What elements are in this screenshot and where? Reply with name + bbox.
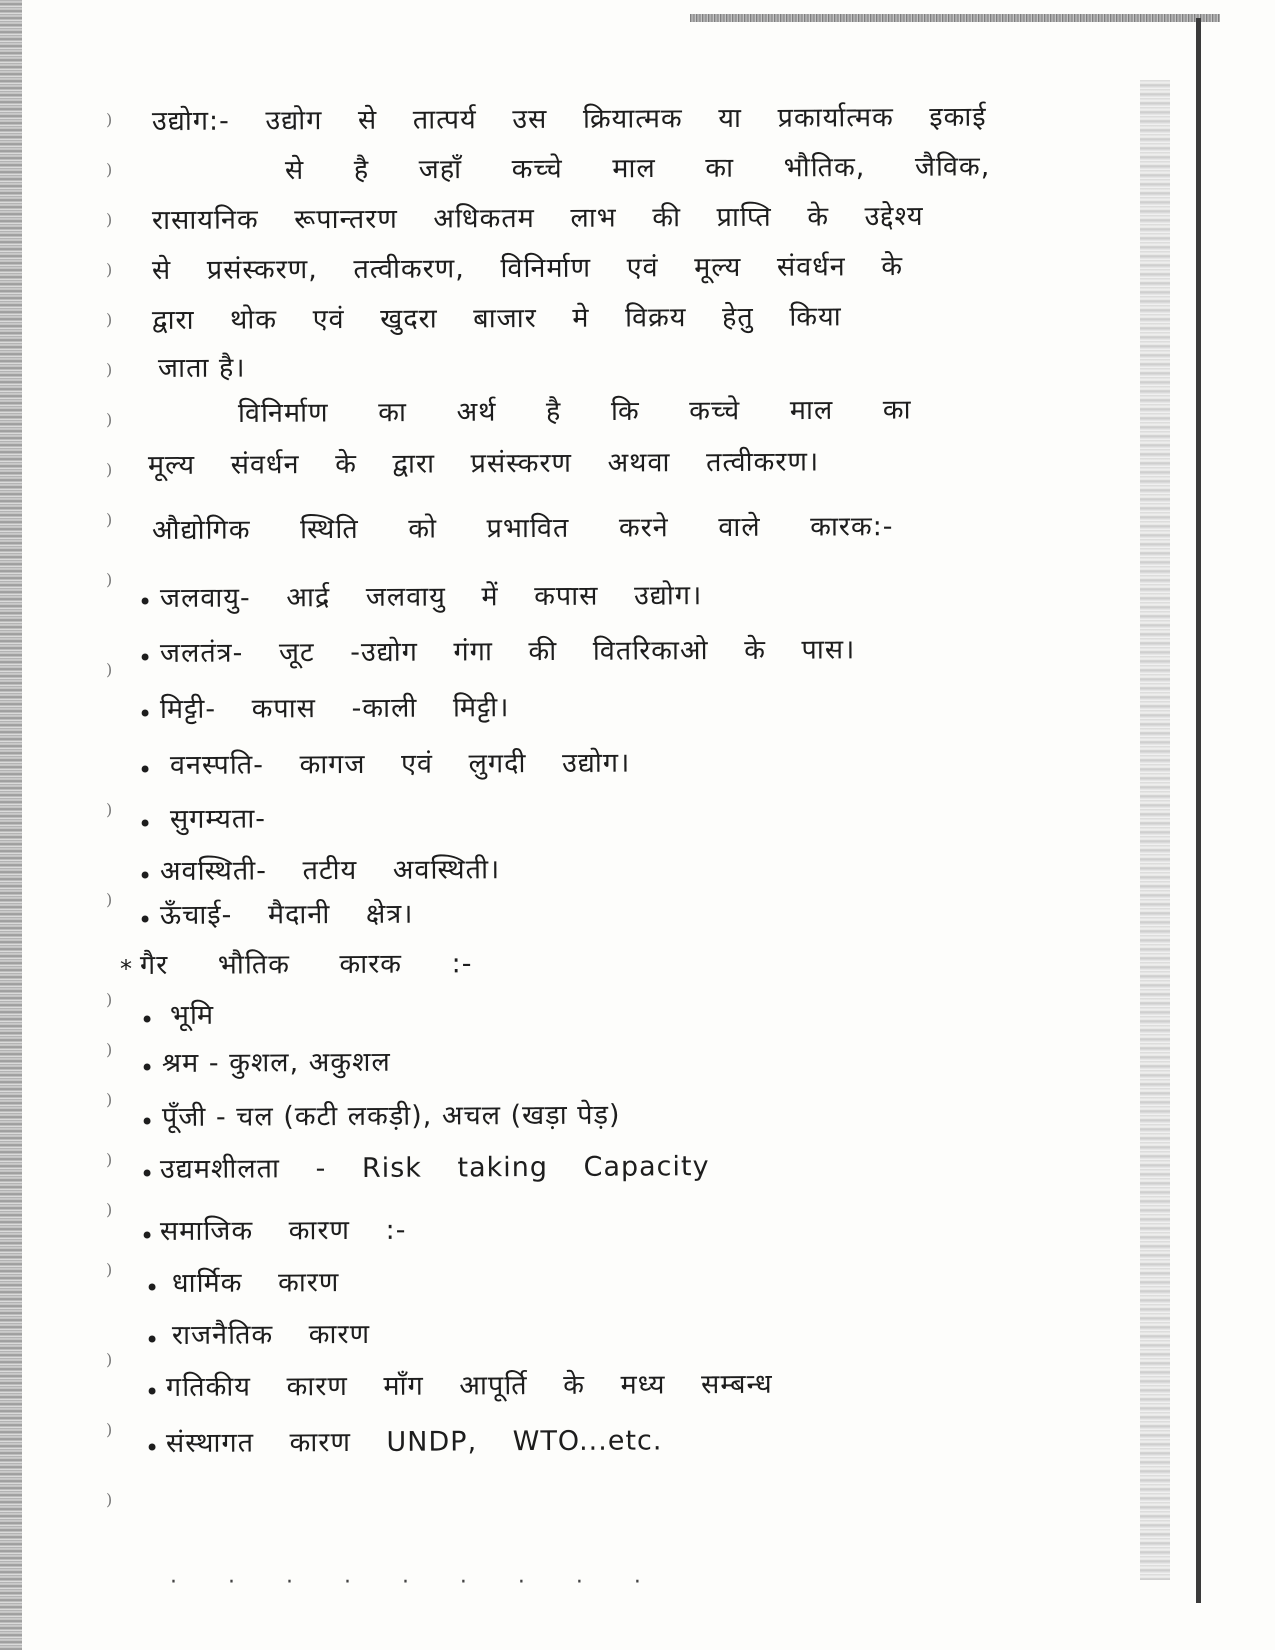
bullet: • (138, 810, 153, 838)
scan-top-edge (690, 14, 1220, 22)
factor-social: समाजिक कारण :- (159, 1214, 407, 1247)
bullet: • (138, 588, 153, 616)
definition-line-4: से प्रसंस्करण, तत्वीकरण, विनिर्माण एवं मूल्य संवर्धन के (151, 251, 904, 286)
heading-nonphysical-factors: गैर भौतिक कारक :- (139, 948, 473, 981)
factor-vegetation: वनस्पति- कागज एवं लुगदी उद्योग। (169, 747, 631, 781)
definition-line-3: रासायनिक रूपान्तरण अधिकतम लाभ की प्राप्ति के उद्देश्य (151, 200, 924, 236)
manufacturing-line-1: विनिर्माण का अर्थ है कि कच्चे माल का (237, 394, 912, 429)
factor-accessibility: सुगम्यता- (169, 803, 267, 835)
bullet: • (138, 644, 153, 672)
bullet: • (140, 1006, 155, 1034)
bullet: • (138, 700, 153, 728)
bullet: • (145, 1378, 160, 1406)
factor-soil: मिट्टी- कपास -काली मिट्टी। (159, 692, 510, 725)
margin-marks: ) ) ) ) ) ) ) ) ) ) ) ) ) ) ) ) ) ) ) ) ) ) (106, 110, 113, 1509)
scan-right-shadow (1140, 80, 1170, 1580)
factor-location: अवस्थिती- तटीय अवस्थिती। (159, 854, 501, 887)
bullet: • (140, 1222, 155, 1250)
factor-institutional: संस्थागत कारण UNDP, WTO...etc. (165, 1425, 663, 1459)
factor-capital: पूँजी - चल (कटी लकड़ी), अचल (खड़ा पेड़) (161, 1099, 621, 1133)
definition-line-1: उद्योग:- उद्योग से तात्पर्य उस क्रियात्मक या प्रकार्यात्मक इकाई (151, 101, 987, 137)
factor-climate: जलवायु- आर्द्र जलवायु में कपास उद्योग। (159, 580, 703, 614)
bullet: • (140, 1054, 155, 1082)
heading-physical-factors: औद्योगिक स्थिति को प्रभावित करने वाले कारक:- (151, 511, 894, 546)
factor-water: जलतंत्र- जूट -उद्योग गंगा की वितरिकाओ के पास। (159, 634, 856, 669)
bullet: • (145, 1434, 160, 1462)
factor-land: भूमि (169, 999, 215, 1031)
bullet: • (145, 1274, 160, 1302)
factor-religious: धार्मिक कारण (171, 1267, 340, 1299)
scan-right-border (1196, 18, 1201, 1603)
factor-dynamic: गतिकीय कारण माँग आपूर्ति के मध्य सम्बन्ध (165, 1368, 773, 1403)
asterisk-mark: * (120, 955, 132, 983)
bullet: • (140, 1108, 155, 1136)
bullet: • (138, 756, 153, 784)
definition-line-2: से है जहाँ कच्चे माल का भौतिक, जैविक, (284, 151, 991, 186)
definition-line-5: द्वारा थोक एवं खुदरा बाजार मे विक्रय हेतु किया (151, 301, 842, 336)
factor-altitude: ऊँचाई- मैदानी क्षेत्र। (159, 898, 414, 931)
manufacturing-line-2: मूल्य संवर्धन के द्वारा प्रसंस्करण अथवा तत्वीकरण। (147, 446, 820, 481)
bullet: • (140, 1160, 155, 1188)
bullet: • (138, 906, 153, 934)
bullet: • (138, 862, 153, 890)
scan-left-edge (0, 0, 22, 1650)
factor-political: राजनैतिक कारण (171, 1318, 371, 1351)
factor-labour: श्रम - कुशल, अकुशल (161, 1046, 391, 1079)
bullet: • (145, 1326, 160, 1354)
bottom-specks: · · · · · · · · · (170, 1570, 663, 1595)
factor-entrepreneurship: उद्यमशीलता - Risk taking Capacity (159, 1151, 710, 1185)
definition-line-6: जाता है। (157, 352, 246, 384)
